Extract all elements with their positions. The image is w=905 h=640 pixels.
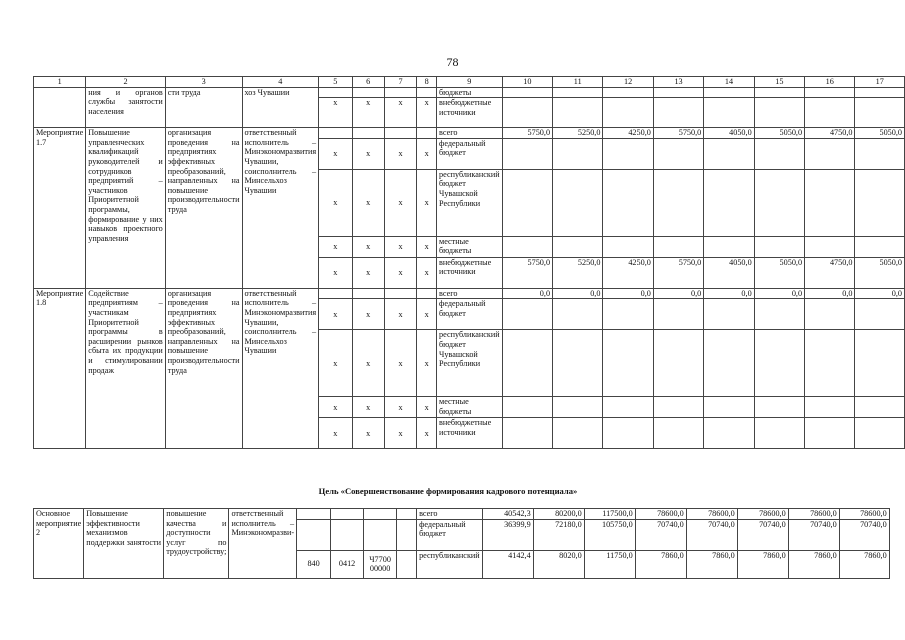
header-cell: 9	[437, 77, 503, 88]
measure-number-cell: Мероприятие 1.8	[34, 288, 86, 449]
amount-cell: 4750,0	[805, 257, 855, 288]
budget-code-cell: x	[352, 299, 384, 330]
amount-cell: 7860,0	[635, 550, 686, 578]
amount-cell: 70740,0	[737, 519, 788, 550]
table-row	[34, 128, 905, 139]
header-cell: 8	[417, 77, 437, 88]
amount-cell: 78600,0	[686, 509, 737, 520]
amount-cell	[704, 87, 754, 98]
measure-result-cell: сти труда	[165, 87, 242, 128]
amount-cell: 5050,0	[855, 257, 905, 288]
budget-code-cell	[331, 509, 364, 520]
amount-cell: 5050,0	[855, 128, 905, 139]
amount-cell: 5050,0	[754, 257, 804, 288]
budget-code-cell: 840	[297, 550, 331, 578]
measure-result-cell: повышение качества и доступности услуг по трудоустройству;	[164, 509, 229, 579]
budget-code-cell	[417, 288, 437, 299]
measure-result-cell: организация проведения на предприятиях эффективных преобразований, направленных на повышение производительности труда	[165, 128, 242, 289]
budget-code-cell: x	[319, 98, 352, 128]
budget-code-cell	[364, 519, 397, 550]
amount-cell: 70740,0	[686, 519, 737, 550]
budget-code-cell: Ч7700 00000	[364, 550, 397, 578]
header-cell: 3	[165, 77, 242, 88]
amount-cell	[502, 418, 552, 449]
funding-source-cell: внебюджетные источники	[437, 257, 503, 288]
amount-cell	[553, 169, 603, 236]
amount-cell	[704, 138, 754, 169]
amount-cell	[754, 236, 804, 257]
budget-code-cell: x	[417, 236, 437, 257]
amount-cell: 78600,0	[737, 509, 788, 520]
budget-code-cell: x	[417, 330, 437, 397]
funding-source-cell: федеральный бюджет	[417, 519, 483, 550]
budget-code-cell	[331, 519, 364, 550]
amount-cell: 0,0	[553, 288, 603, 299]
amount-cell	[653, 397, 703, 418]
amount-cell	[855, 138, 905, 169]
header-cell: 5	[319, 77, 352, 88]
amount-cell: 0,0	[805, 288, 855, 299]
header-cell: 7	[384, 77, 416, 88]
budget-code-cell: x	[352, 236, 384, 257]
amount-cell	[553, 98, 603, 128]
amount-cell: 78600,0	[839, 509, 889, 520]
budget-code-cell: x	[384, 169, 416, 236]
amount-cell: 4050,0	[704, 257, 754, 288]
amount-cell	[805, 236, 855, 257]
budget-code-cell	[352, 128, 384, 139]
amount-cell: 4050,0	[704, 128, 754, 139]
amount-cell: 70740,0	[635, 519, 686, 550]
amount-cell	[653, 87, 703, 98]
amount-cell	[502, 138, 552, 169]
funding-source-cell: республиканский бюджет Чувашской Республики	[437, 330, 503, 397]
amount-cell: 5750,0	[653, 128, 703, 139]
budget-code-cell	[319, 87, 352, 98]
budget-code-cell	[397, 519, 417, 550]
budget-code-cell	[384, 87, 416, 98]
table-row	[34, 87, 905, 98]
amount-cell	[502, 236, 552, 257]
header-cell: 14	[704, 77, 754, 88]
amount-cell: 4142,4	[482, 550, 533, 578]
header-cell: 10	[502, 77, 552, 88]
budget-code-cell: x	[384, 299, 416, 330]
amount-cell: 11750,0	[584, 550, 635, 578]
amount-cell	[653, 98, 703, 128]
amount-cell: 0,0	[855, 288, 905, 299]
budget-code-cell: x	[352, 418, 384, 449]
budget-code-cell	[417, 128, 437, 139]
amount-cell	[805, 169, 855, 236]
amount-cell	[805, 87, 855, 98]
amount-cell	[653, 299, 703, 330]
amount-cell: 36399,9	[482, 519, 533, 550]
amount-cell	[805, 98, 855, 128]
amount-cell: 0,0	[704, 288, 754, 299]
amount-cell: 78600,0	[635, 509, 686, 520]
funding-source-cell: бюджеты	[437, 87, 503, 98]
amount-cell: 40542,3	[482, 509, 533, 520]
budget-code-cell	[352, 288, 384, 299]
budget-code-cell: x	[352, 169, 384, 236]
amount-cell	[603, 330, 653, 397]
amount-cell: 117500,0	[584, 509, 635, 520]
measure-number-cell: Основное мероприятие 2	[34, 509, 84, 579]
amount-cell	[754, 397, 804, 418]
measure-name-cell: Содействие предприятиям – участникам Приоритетной программы в расширении рынков сбыта их продукции и стимулировании продаж	[86, 288, 166, 449]
executor-cell: ответственный исполнитель – Минэкономразвития Чувашии, соисполнитель – Минсельхоз Чувашии	[242, 128, 319, 289]
budget-code-cell: x	[417, 257, 437, 288]
amount-cell	[704, 299, 754, 330]
budget-code-cell: x	[319, 236, 352, 257]
amount-cell	[603, 418, 653, 449]
amount-cell	[603, 397, 653, 418]
amount-cell	[553, 330, 603, 397]
amount-cell	[704, 98, 754, 128]
amount-cell	[653, 138, 703, 169]
amount-cell	[502, 299, 552, 330]
measure-result-cell: организация проведения на предприятиях эффективных преобразований, направленных на повышение производительности труда	[165, 288, 242, 449]
amount-cell	[754, 169, 804, 236]
budget-table	[33, 76, 905, 449]
budget-code-cell	[352, 87, 384, 98]
amount-cell	[603, 87, 653, 98]
amount-cell	[855, 418, 905, 449]
goal-heading: Цель «Совершенствование формирования кадрового потенциала»	[318, 486, 578, 496]
amount-cell: 70740,0	[839, 519, 889, 550]
header-cell: 12	[603, 77, 653, 88]
budget-code-cell	[397, 509, 417, 520]
amount-cell: 105750,0	[584, 519, 635, 550]
amount-cell: 5050,0	[754, 128, 804, 139]
budget-code-cell: x	[384, 98, 416, 128]
amount-cell	[704, 236, 754, 257]
budget-code-cell: x	[352, 98, 384, 128]
header-cell: 16	[805, 77, 855, 88]
budget-code-cell: x	[384, 138, 416, 169]
amount-cell	[502, 98, 552, 128]
amount-cell	[754, 87, 804, 98]
budget-code-cell: x	[352, 138, 384, 169]
amount-cell	[502, 87, 552, 98]
amount-cell	[754, 418, 804, 449]
amount-cell: 7860,0	[788, 550, 839, 578]
header-cell: 1	[34, 77, 86, 88]
amount-cell	[603, 236, 653, 257]
budget-code-cell	[319, 288, 352, 299]
amount-cell: 4250,0	[603, 257, 653, 288]
amount-cell	[553, 397, 603, 418]
budget-code-cell: x	[417, 397, 437, 418]
amount-cell: 0,0	[603, 288, 653, 299]
amount-cell	[754, 330, 804, 397]
measure-name-cell: ния и органов службы занятости населения	[86, 87, 166, 128]
funding-source-cell: местные бюджеты	[437, 397, 503, 418]
amount-cell: 0,0	[502, 288, 552, 299]
amount-cell	[805, 418, 855, 449]
budget-code-cell: x	[319, 299, 352, 330]
amount-cell: 7860,0	[737, 550, 788, 578]
budget-code-cell	[384, 128, 416, 139]
header-cell: 2	[86, 77, 166, 88]
amount-cell	[553, 138, 603, 169]
budget-code-cell	[417, 87, 437, 98]
budget-code-cell: x	[384, 236, 416, 257]
amount-cell	[653, 169, 703, 236]
amount-cell	[603, 98, 653, 128]
amount-cell	[502, 397, 552, 418]
budget-code-cell: x	[319, 138, 352, 169]
funding-source-cell: всего	[437, 288, 503, 299]
budget-code-cell: x	[319, 418, 352, 449]
header-cell: 15	[754, 77, 804, 88]
page-number: 78	[446, 55, 459, 69]
amount-cell: 0,0	[653, 288, 703, 299]
funding-source-cell: республиканский бюджет Чувашской Республики	[437, 169, 503, 236]
amount-cell	[603, 169, 653, 236]
amount-cell: 70740,0	[788, 519, 839, 550]
amount-cell	[855, 299, 905, 330]
header-row	[34, 77, 905, 88]
amount-cell	[805, 138, 855, 169]
amount-cell	[855, 98, 905, 128]
amount-cell	[805, 330, 855, 397]
budget-code-cell: x	[384, 418, 416, 449]
budget-code-cell: x	[417, 138, 437, 169]
amount-cell	[805, 299, 855, 330]
budget-code-cell: x	[384, 330, 416, 397]
amount-cell	[704, 397, 754, 418]
funding-source-cell: республиканский	[417, 550, 483, 578]
budget-code-cell	[297, 519, 331, 550]
budget-code-cell: 0412	[331, 550, 364, 578]
amount-cell	[553, 299, 603, 330]
amount-cell: 5750,0	[653, 257, 703, 288]
table-row	[34, 288, 905, 299]
amount-cell	[855, 330, 905, 397]
amount-cell	[653, 330, 703, 397]
amount-cell: 7860,0	[839, 550, 889, 578]
budget-code-cell: x	[319, 257, 352, 288]
measure-number-cell	[34, 87, 86, 128]
measure-name-cell: Повышение управленческих квалификаций руководителей и сотрудников предприятий – участников Приоритетной программы, формирование у них навыков проектного управления	[86, 128, 166, 289]
budget-code-cell: x	[384, 257, 416, 288]
executor-cell: ответственный исполнитель – Минэкономразвития Чувашии, соисполнитель – Минсельхоз Чувашии	[242, 288, 319, 449]
budget-code-cell: x	[417, 299, 437, 330]
budget-code-cell: x	[319, 330, 352, 397]
budget-code-cell: x	[352, 257, 384, 288]
amount-cell: 5250,0	[553, 128, 603, 139]
budget-code-cell: x	[352, 397, 384, 418]
budget-code-cell: x	[319, 169, 352, 236]
amount-cell	[553, 87, 603, 98]
amount-cell	[653, 418, 703, 449]
amount-cell: 80200,0	[533, 509, 584, 520]
budget-code-cell: x	[417, 418, 437, 449]
table-row	[34, 509, 890, 520]
funding-source-cell: всего	[417, 509, 483, 520]
budget-code-cell	[297, 509, 331, 520]
amount-cell	[754, 138, 804, 169]
amount-cell	[553, 418, 603, 449]
funding-source-cell: местные бюджеты	[437, 236, 503, 257]
amount-cell	[855, 87, 905, 98]
budget-code-cell: x	[352, 330, 384, 397]
amount-cell	[502, 330, 552, 397]
header-cell: 11	[553, 77, 603, 88]
amount-cell	[704, 418, 754, 449]
amount-cell	[754, 98, 804, 128]
amount-cell: 72180,0	[533, 519, 584, 550]
amount-cell	[603, 299, 653, 330]
amount-cell	[553, 236, 603, 257]
amount-cell: 4250,0	[603, 128, 653, 139]
amount-cell: 5750,0	[502, 257, 552, 288]
amount-cell	[704, 169, 754, 236]
budget-code-cell	[397, 550, 417, 578]
amount-cell	[754, 299, 804, 330]
amount-cell: 0,0	[754, 288, 804, 299]
amount-cell	[704, 330, 754, 397]
measure-name-cell: Повышение эффективности механизмов поддержки занятости	[84, 509, 164, 579]
funding-source-cell: федеральный бюджет	[437, 299, 503, 330]
funding-source-cell: всего	[437, 128, 503, 139]
header-cell: 13	[653, 77, 703, 88]
amount-cell	[603, 138, 653, 169]
budget-code-cell: x	[417, 169, 437, 236]
funding-source-cell: внебюджетные источники	[437, 98, 503, 128]
amount-cell	[855, 397, 905, 418]
funding-source-cell: федеральный бюджет	[437, 138, 503, 169]
amount-cell	[502, 169, 552, 236]
budget-code-cell	[319, 128, 352, 139]
amount-cell	[855, 169, 905, 236]
amount-cell	[653, 236, 703, 257]
measure-number-cell: Мероприятие 1.7	[34, 128, 86, 289]
amount-cell: 78600,0	[788, 509, 839, 520]
amount-cell	[855, 236, 905, 257]
header-cell: 4	[242, 77, 319, 88]
amount-cell: 5250,0	[553, 257, 603, 288]
budget-code-cell: x	[417, 98, 437, 128]
header-cell: 17	[855, 77, 905, 88]
amount-cell: 8020,0	[533, 550, 584, 578]
budget-code-cell	[364, 509, 397, 520]
amount-cell: 5750,0	[502, 128, 552, 139]
budget-code-cell: x	[384, 397, 416, 418]
header-cell: 6	[352, 77, 384, 88]
amount-cell	[805, 397, 855, 418]
executor-cell: ответственный исполнитель – Минэкономразви-	[229, 509, 297, 579]
budget-table-continued	[33, 508, 890, 579]
executor-cell: хоз Чувашии	[242, 87, 319, 128]
amount-cell: 7860,0	[686, 550, 737, 578]
budget-code-cell	[384, 288, 416, 299]
funding-source-cell: внебюджетные источники	[437, 418, 503, 449]
budget-code-cell: x	[319, 397, 352, 418]
amount-cell: 4750,0	[805, 128, 855, 139]
